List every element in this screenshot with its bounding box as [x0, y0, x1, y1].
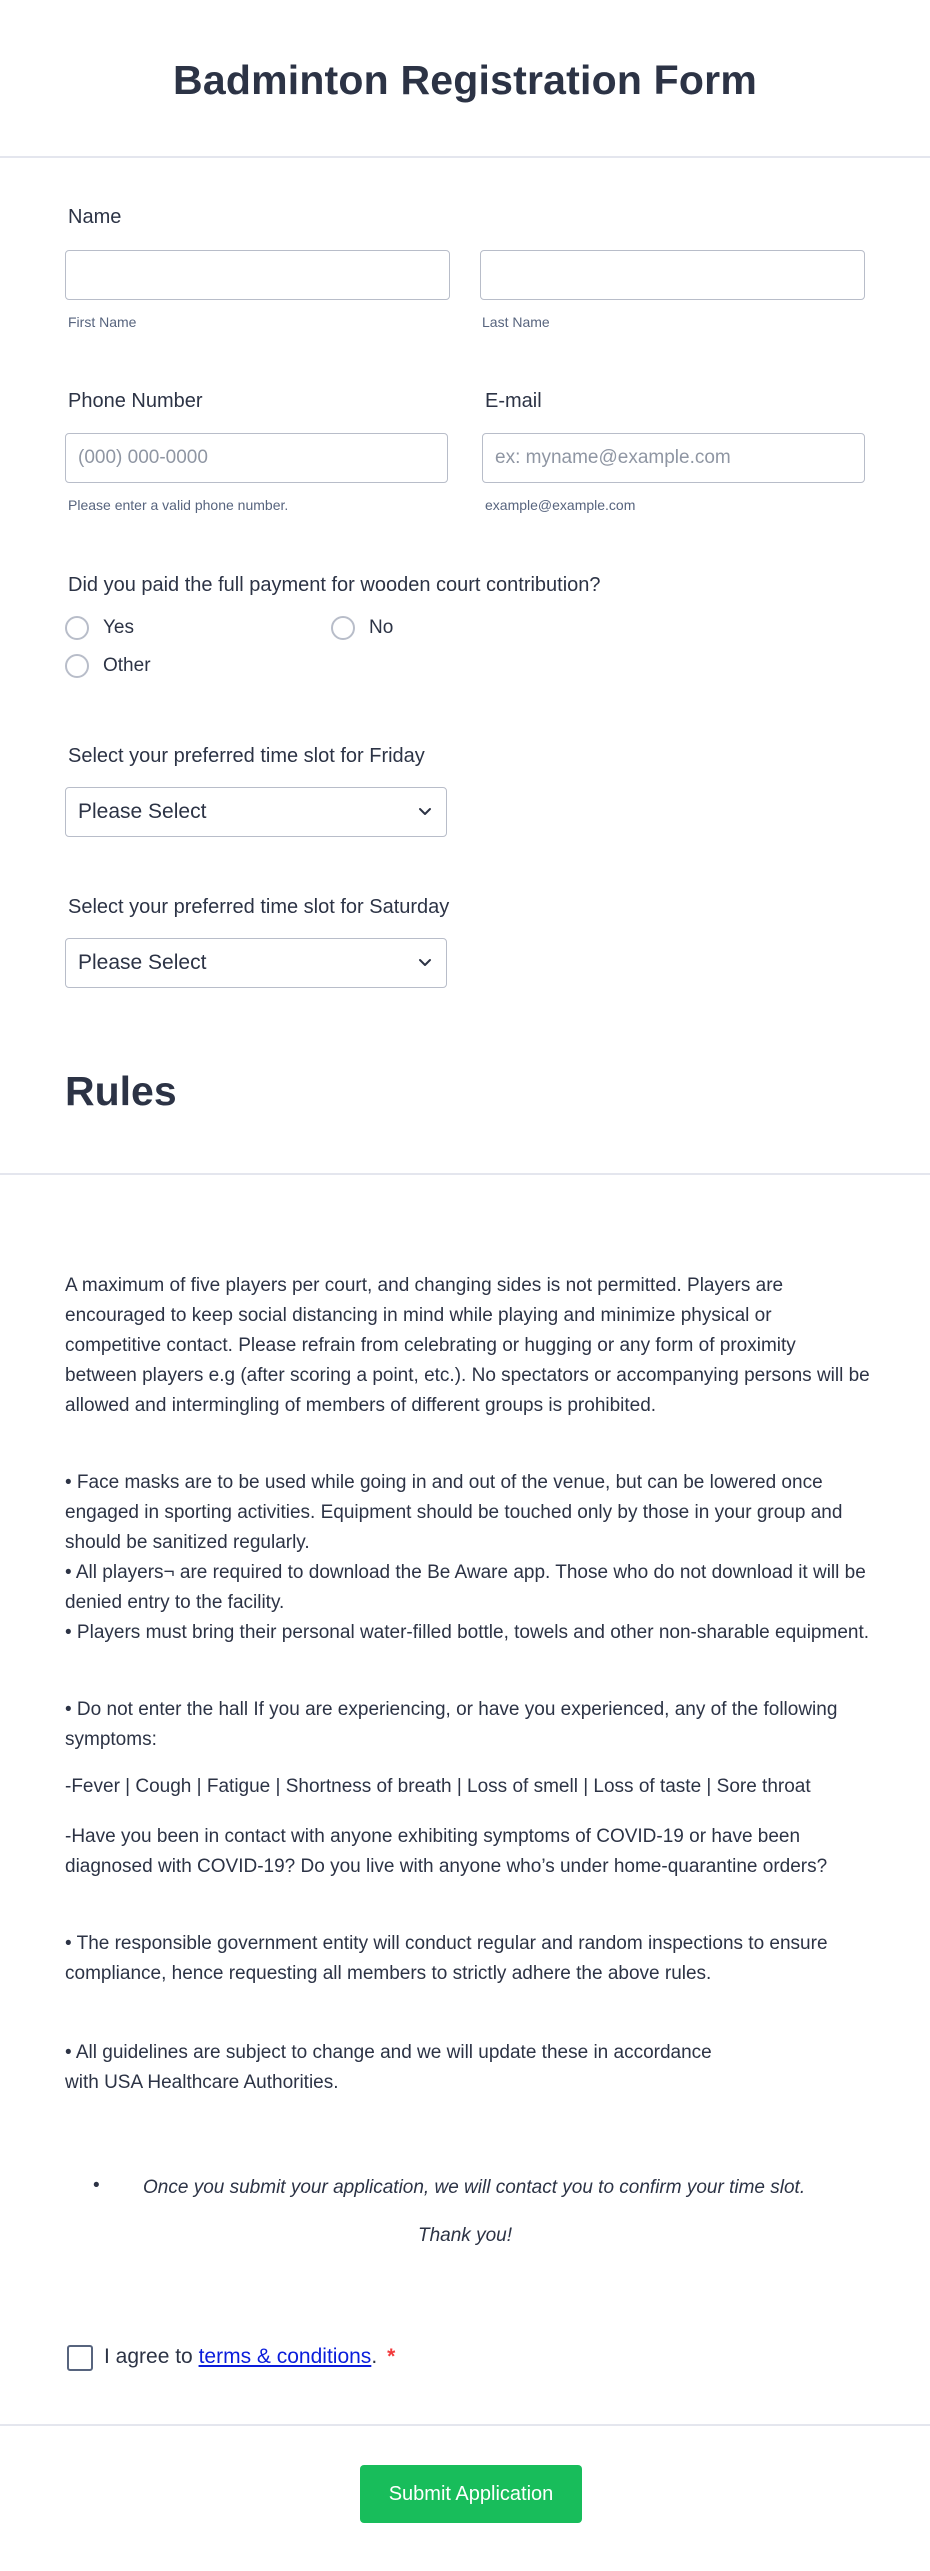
email-input[interactable] — [482, 433, 865, 483]
rules-paragraph-masks: • Face masks are to be used while going in and out of the venue, but can be lowered once engaged in sporting activities. Equipment should be touched only by those in your group and should be sanitized regularly. — [65, 1472, 843, 1553]
agreement-suffix: . — [371, 2345, 378, 2368]
guidelines-line-2: with USA Healthcare Authorities. — [65, 2072, 339, 2093]
terms-link[interactable]: terms & conditions — [198, 2345, 372, 2368]
rules-paragraph-capacity: A maximum of five players per court, and changing sides is not permitted. Players are encouraged to keep social distancing in mind while playing and minimize physical or competitive contact. Please refrain from celebrating or hugging or any form of proximity between players e.g (after scoring a point, etc.). No spectators or accompanying persons will be allowed and intermingling of members of different groups is prohibited. — [65, 1275, 870, 1416]
chevron-down-icon — [416, 802, 434, 820]
terms-checkbox[interactable] — [67, 2345, 93, 2371]
thank-you-text: Thank you! — [418, 2225, 512, 2246]
rules-paragraph-contact: -Have you been in contact with anyone exhibiting symptoms of COVID-19 or have been diagnosed with COVID-19? Do you live with anyone who’s under home-quarantine orders? — [65, 1826, 828, 1877]
payment-question: Did you paid the full payment for wooden court contribution? — [68, 574, 601, 596]
footer-divider — [0, 2424, 930, 2426]
email-sublabel: example@example.com — [485, 497, 636, 513]
confirmation-note: Once you submit your application, we will contact you to confirm your time slot. — [143, 2177, 806, 2198]
phone-sublabel: Please enter a valid phone number. — [68, 497, 289, 513]
saturday-select-value: Please Select — [78, 951, 207, 974]
rules-paragraph-symptoms: • Do not enter the hall If you are experiencing, or have you experienced, any of the following symptoms: — [65, 1699, 838, 1750]
friday-select-value: Please Select — [78, 800, 207, 823]
note-bullet: • — [93, 2175, 100, 2196]
email-label: E-mail — [485, 390, 542, 412]
radio-circle-icon[interactable] — [65, 616, 89, 640]
rules-divider — [0, 1173, 930, 1175]
payment-option-label: Yes — [103, 617, 134, 638]
saturday-select[interactable] — [65, 938, 447, 988]
rules-paragraph-app: • All players¬ are required to download the Be Aware app. Those who do not download it will be denied entry to the facility. — [65, 1562, 866, 1613]
friday-select[interactable] — [65, 787, 447, 837]
last-name-sublabel: Last Name — [482, 314, 550, 330]
friday-label: Select your preferred time slot for Friday — [68, 745, 425, 767]
form-title: Badminton Registration Form — [173, 56, 757, 103]
payment-option-other[interactable] — [65, 654, 151, 678]
submit-application-button[interactable]: Submit Application — [360, 2465, 582, 2523]
payment-option-no[interactable] — [331, 616, 393, 640]
radio-circle-icon[interactable] — [331, 616, 355, 640]
payment-option-yes[interactable] — [65, 616, 134, 640]
last-name-input[interactable] — [480, 250, 865, 300]
phone-label: Phone Number — [68, 390, 203, 412]
terms-agreement-text — [104, 2345, 395, 2369]
radio-circle-icon[interactable] — [65, 654, 89, 678]
form-header — [0, 0, 930, 158]
rules-paragraph-inspections: • The responsible government entity will conduct regular and random inspections to ensure compliance, hence requesting all members to strictly adhere the above rules. — [65, 1933, 828, 1984]
name-label: Name — [68, 206, 122, 228]
rules-paragraph-equipment: • Players must bring their personal water-filled bottle, towels and other non-sharable equipment. — [65, 1622, 870, 1643]
guidelines-line-1: • All guidelines are subject to change and we will update these in accordance — [65, 2042, 712, 2063]
payment-option-label: No — [369, 617, 394, 638]
agreement-prefix: I agree to — [104, 2345, 199, 2368]
rules-paragraph-guidelines — [65, 2038, 870, 2098]
chevron-down-icon — [416, 953, 434, 971]
first-name-sublabel: First Name — [68, 314, 137, 330]
payment-option-label: Other — [103, 655, 151, 676]
rules-paragraph-symptom-list: -Fever | Cough | Fatigue | Shortness of breath | Loss of smell | Loss of taste | Sore throat — [65, 1776, 811, 1797]
rules-title: Rules — [65, 1068, 177, 1114]
first-name-input[interactable] — [65, 250, 450, 300]
required-mark: * — [387, 2345, 396, 2368]
saturday-label: Select your preferred time slot for Saturday — [68, 896, 450, 918]
phone-input[interactable] — [65, 433, 448, 483]
